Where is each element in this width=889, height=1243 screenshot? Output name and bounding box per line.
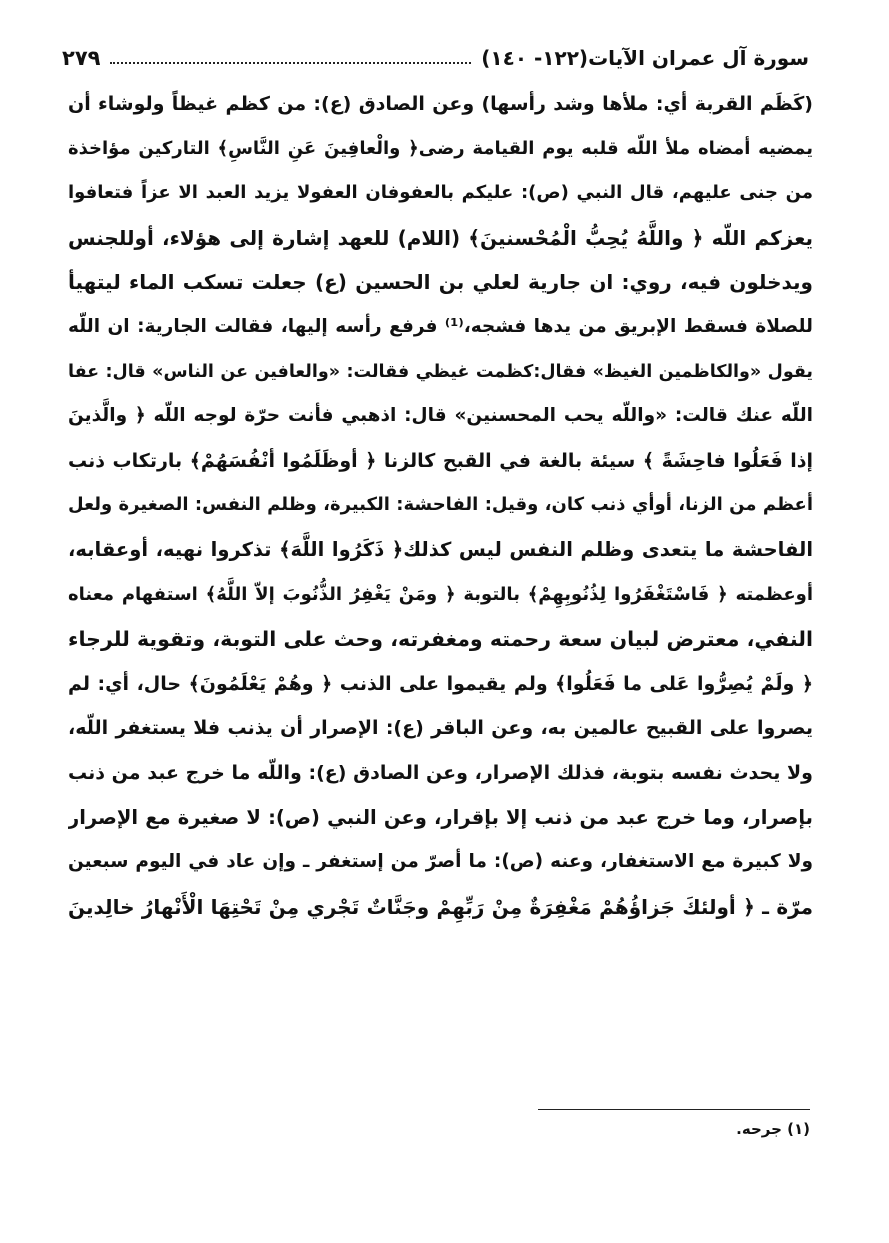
text-line: ولا كبيرة مع الاستغفار، وعنه (ص): ما أصرّ من إستغفر ـ وإن عاد في اليوم سبعين bbox=[68, 851, 813, 873]
text-line: ويدخلون فيه، روي: ان جارية لعلي بن الحسين (ع) جعلت تسكب الماء ليتهيأ bbox=[68, 270, 813, 295]
text-line: يمضيه أمضاه ملأ اللّه قلبه يوم القيامة رضى﴿ والْعافِينَ عَنِ النَّاسِ﴾ التاركين مؤاخذة bbox=[68, 137, 813, 159]
text-line: بإصرار، وما خرج عبد من ذنب إلا بإقرار، وعن النبي (ص): لا صغيرة مع الإصرار bbox=[68, 805, 813, 829]
text-line: إذا فَعَلُوا فاحِشَةً ﴾ سيئة بالغة في القبح كالزنا ﴿ أوظَلَمُوا أنْفُسَهُمْ﴾ بارتكاب ذنب bbox=[68, 449, 813, 472]
text-line: من جنى عليهم، قال النبي (ص): عليكم بالعفوفان العفولا يزيد العبد الا عزاً فتعافوا bbox=[68, 182, 813, 204]
text-line: ﴿ ولَمْ يُصِرُّوا عَلى ما فَعَلُوا﴾ ولم يقيموا على الذنب ﴿ وهُمْ يَعْلَمُونَ﴾ حال، أي: لم bbox=[68, 672, 813, 695]
text-line: يصروا على القبيح عالمين به، وعن الباقر (ع): الإصرار أن يذنب فلا يستغفر اللّه، bbox=[68, 717, 813, 740]
running-title: سورة آل عمران الآيات(١٢٢- ١٤٠) bbox=[481, 46, 809, 70]
page-number: ٢٧٩ bbox=[62, 46, 101, 70]
text-line: للصلاة فسقط الإبريق من يدها فشجه،⁽¹⁾ فرفع رأسه إليها، فقالت الجارية: ان اللّه bbox=[68, 315, 813, 337]
text-line: أعظم من الزنا، أوأي ذنب كان، وقيل: الفاحشة: الكبيرة، وظلم النفس: الصغيرة ولعل bbox=[68, 494, 813, 516]
text-line: النفي، معترض لبيان سعة رحمته ومغفرته، وحث على التوبة، وتقوية للرجاء bbox=[68, 627, 813, 652]
page-header bbox=[62, 30, 809, 70]
footnote-divider bbox=[538, 1109, 810, 1110]
text-line: أوعظمته ﴿ فَاسْتَغْفَرُوا لِذُنُوبِهِمْ﴾ بالتوبة ﴿ ومَنْ يَغْفِرُ الذُّنُوبَ إلاّ اللَّهُ﴾ استفهام معناه bbox=[68, 583, 813, 605]
text-line: يقول «والكاظمين الغيظ» فقال:كظمت غيظي فقالت: «والعافين عن الناس» قال: عفا bbox=[68, 361, 813, 382]
text-line: (كَظَم القربة أي: ملأها وشد رأسها) وعن الصادق (ع): من كظم غيظاً ولوشاء أن bbox=[68, 93, 813, 115]
body-text bbox=[68, 82, 813, 929]
text-line: اللّه عنك قالت: «واللّه يحب المحسنين» قال: اذهبي فأنت حرّة لوجه اللّه ﴿ والَّذينَ bbox=[68, 405, 813, 427]
footnote: (١) جرحه. bbox=[736, 1120, 810, 1138]
header-dotted-leader bbox=[110, 61, 471, 64]
text-line: يعزكم اللّه ﴿ واللَّهُ يُحِبُّ الْمُحْسنينَ﴾ (اللام) للعهد إشارة إلى هؤلاء، أوللجنس bbox=[68, 225, 813, 250]
text-line: ولا يحدث نفسه بتوبة، فذلك الإصرار، وعن الصادق (ع): واللّه ما خرج عبد من ذنب bbox=[68, 761, 813, 784]
text-line: الفاحشة ما يتعدى وظلم النفس ليس كذلك﴿ ذَكَرُوا اللَّهَ﴾ تذكروا نهيه، أوعقابه، bbox=[68, 537, 813, 561]
text-line: مرّة ـ ﴿ أولئكَ جَزاؤُهُمْ مَغْفِرَةٌ مِنْ رَبِّهِمْ وجَنَّاتٌ تَجْري مِنْ تَحْتِهَا الْأَنْهارُ خالِدينَ bbox=[68, 894, 813, 919]
